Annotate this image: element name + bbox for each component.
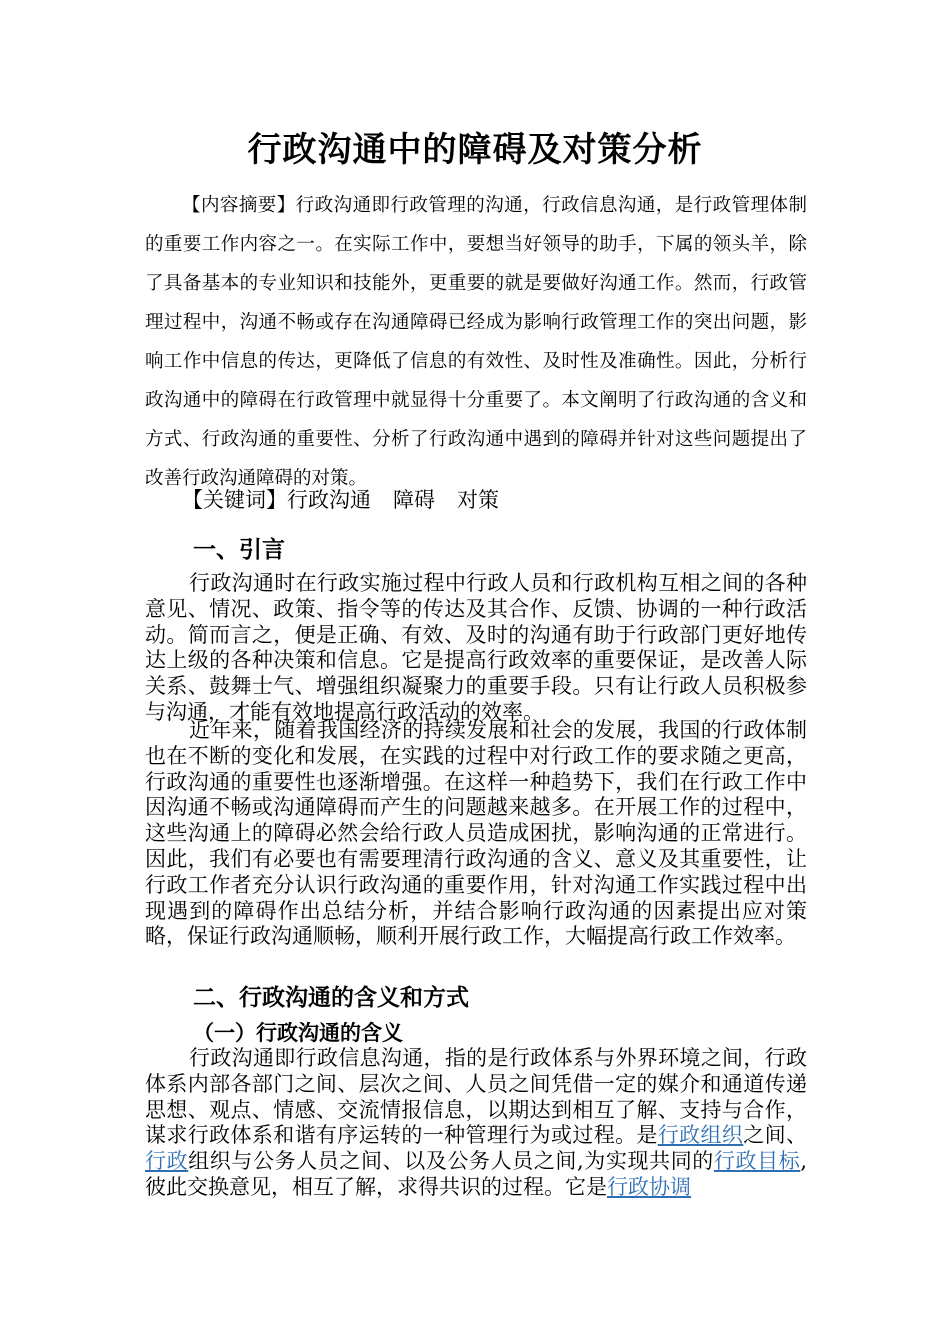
- subsection-heading-meaning: （一）行政沟通的含义: [193, 1021, 403, 1045]
- keyword-item: 行政沟通: [287, 488, 371, 512]
- paragraph-text: 行政沟通即行政信息沟通，指的是行政体系与外界环境之间，行政体系内部各部门之间、层次之间、人员之间凭借一定的媒介和通道传递思想、观点、情感、交流情报信息，以期达到相互了解、支持与合作，谋求行政体系和谐有序运转的一种管理行为或过程。是: [145, 1046, 807, 1148]
- abstract: [145, 186, 807, 498]
- section-heading-meaning: 二、行政沟通的含义和方式: [193, 985, 469, 1011]
- keyword-item: 对策: [457, 488, 499, 512]
- paragraph-text: 组织与公务人员之间、以及公务人员之间,为实现共同的: [188, 1149, 714, 1174]
- abstract-label: 【内容摘要】: [182, 195, 296, 216]
- link-administrative-coordination[interactable]: 行政协调: [607, 1174, 691, 1199]
- link-administration[interactable]: 行政: [145, 1149, 189, 1174]
- keywords-label: 【关键词】: [182, 488, 287, 512]
- paragraph-text: 之间、: [743, 1123, 808, 1148]
- paragraph-meaning: [145, 1046, 807, 1201]
- paragraph-introduction-2: 近年来，随着我国经济的持续发展和社会的发展，我国的行政体制也在不断的变化和发展，在实践的过程中对行政工作的要求随之更高，行政沟通的重要性也逐渐增强。在这样一种趋势下，我们在行政工作中因沟通不畅或沟通障碍而产生的问题越来越多。在开展工作的过程中，这些沟通上的障碍必然会给行政人员造成困扰，影响沟通的正常进行。因此，我们有必要也有需要理清行政沟通的含义、意义及其重要性，让行政工作者充分认识行政沟通的重要作用，针对沟通工作实践过程中出现遇到的障碍作出总结分析，并结合影响行政沟通的因素提出应对策略，保证行政沟通顺畅，顺利开展行政工作，大幅提高行政工作效率。: [145, 718, 807, 949]
- abstract-text: 行政沟通即行政管理的沟通，行政信息沟通，是行政管理体制的重要工作内容之一。在实际工作中，要想当好领导的助手，下属的领头羊，除了具备基本的专业知识和技能外，更重要的就是要做好沟通工作。然而，行政管理过程中，沟通不畅或存在沟通障碍已经成为影响行政管理工作的突出问题，影响工作中信息的传达，更降低了信息的有效性、及时性及准确性。因此，分析行政沟通中的障碍在行政管理中就显得十分重要了。本文阐明了行政沟通的含义和方式、行政沟通的重要性、分析了行政沟通中遇到的障碍并针对这些问题提出了改善行政沟通障碍的对策。: [145, 195, 807, 489]
- paragraph-introduction-1: 行政沟通时在行政实施过程中行政人员和行政机构互相之间的各种意见、情况、政策、指令等的传达及其合作、反馈、协调的一种行政活动。简而言之，便是正确、有效、及时的沟通有助于行政部门更好地传达上级的各种决策和信息。它是提高行政效率的重要保证，是改善人际关系、鼓舞士气、增强组织凝聚力的重要手段。只有让行政人员积极参与沟通，才能有效地提高行政活动的效率。: [145, 571, 807, 724]
- link-administrative-goal[interactable]: 行政目标: [713, 1149, 801, 1174]
- link-administrative-organization[interactable]: 行政组织: [657, 1123, 744, 1148]
- section-heading-introduction: 一、引言: [193, 537, 285, 563]
- keyword-item: 障碍: [393, 488, 435, 512]
- keywords: [182, 480, 802, 520]
- paragraph-text: ,彼此交换意见，相互了解，求得共识的过程。它是: [145, 1149, 807, 1199]
- document-title: 行政沟通中的障碍及对策分析: [247, 130, 703, 170]
